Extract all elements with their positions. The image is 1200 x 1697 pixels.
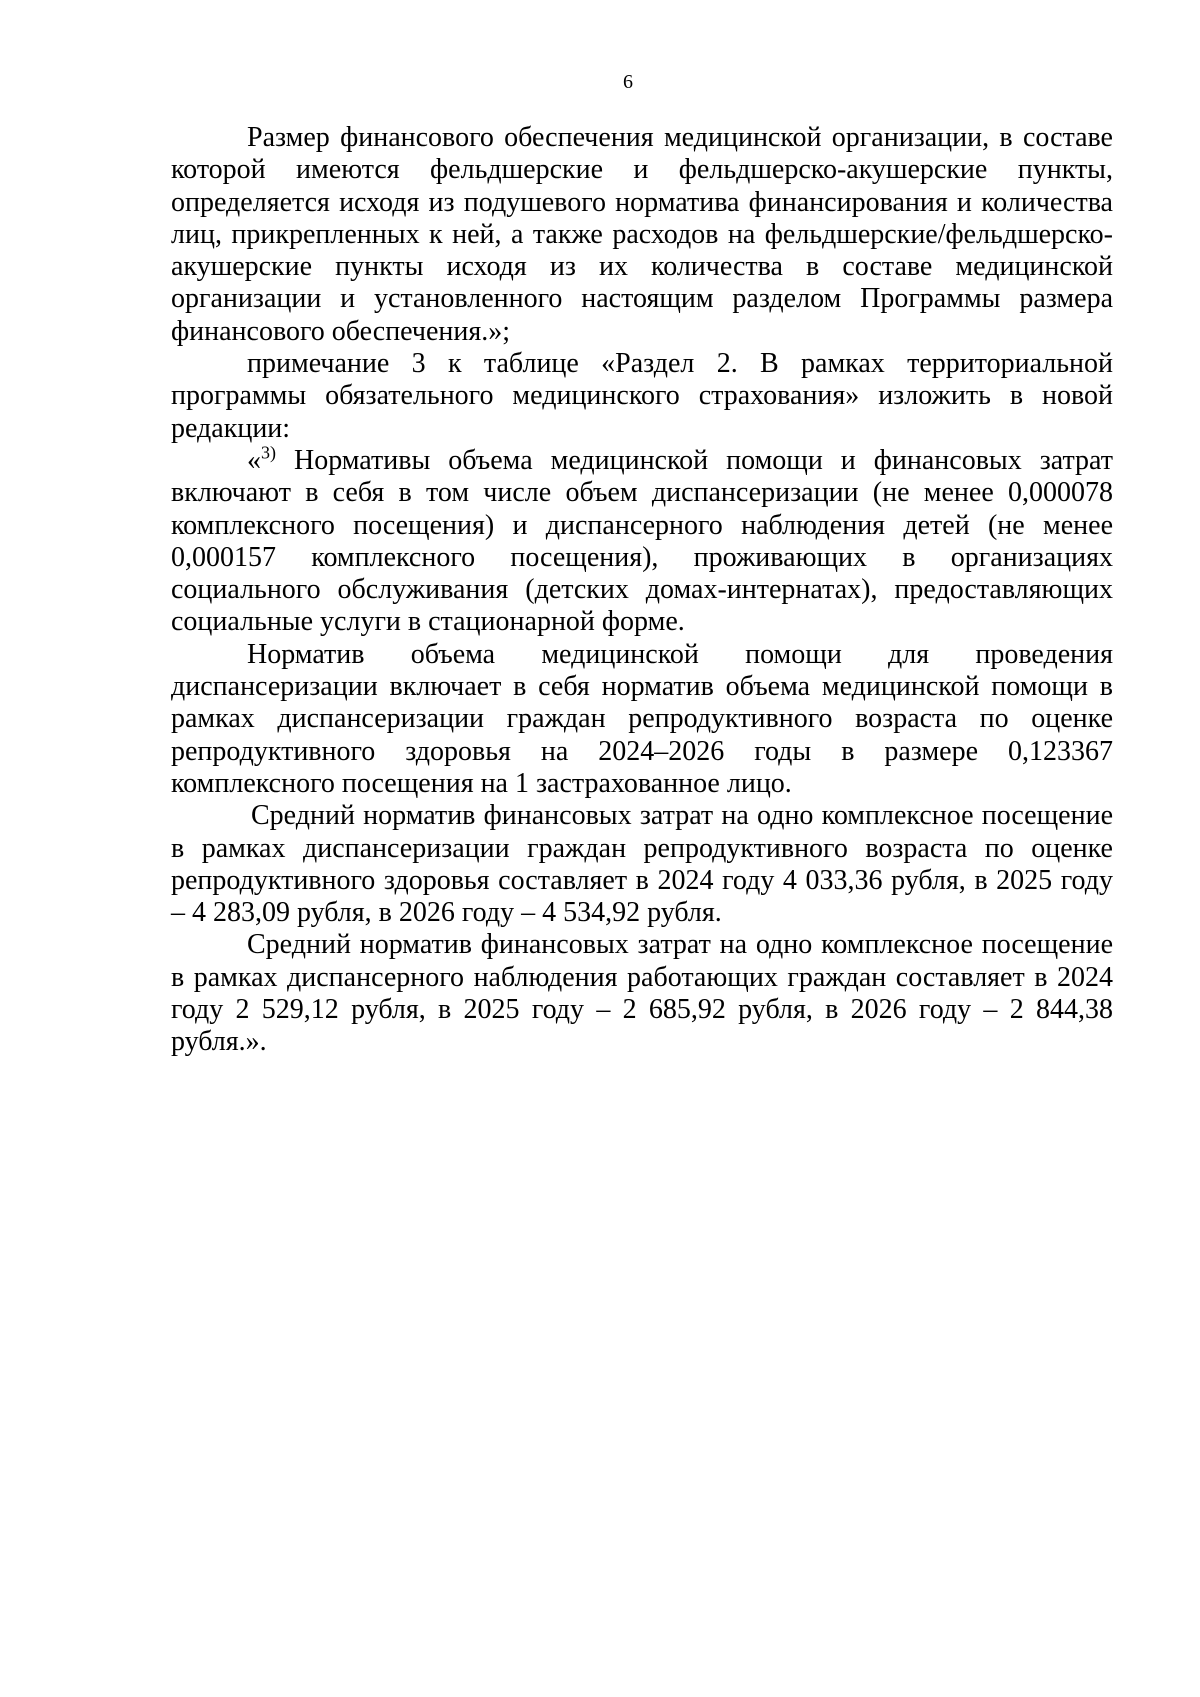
paragraph-reproductive-cost: Средний норматив финансовых затрат на одно комплексное посещение в рамках диспансеризации граждан репродуктивного возраста по оценке репродуктивного здоровья составляет в 2024 году 4 033,36 рубля, в 2025 году – 4 283,09 рубля, в 2026 году – 4 534,92 рубля. — [171, 800, 1113, 929]
paragraph-working-citizens-cost: Средний норматив финансовых затрат на одно комплексное посещение в рамках диспансерного наблюдения работающих граждан составляет в 2024 году 2 529,12 рубля, в 2025 году – 2 685,92 рубля, в 2026 году – 2 844,38 рубля.». — [171, 929, 1113, 1058]
paragraph-note-3-text — [171, 442, 1113, 639]
paragraph-note-3-amendment: примечание 3 к таблице «Раздел 2. В рамках территориальной программы обязательного медицинского страхования» изложить в новой редакции: — [171, 348, 1113, 444]
opening-quote: « — [247, 444, 261, 476]
note-3-body: Нормативы объема медицинской помощи и финансовых затрат включают в себя в том числе объем диспансеризации (не менее 0,000078 комплексного посещения) и диспансерного наблюдения детей (не менее 0,000157 комплексного посещения), проживающих в организациях социального обслуживания (детских домах-интернатах), предоставляющих социальные услуги в стационарной форме. — [171, 444, 1113, 638]
document-body — [171, 122, 1113, 1059]
paragraph-dispensary-norm: Норматив объема медицинской помощи для проведения диспансеризации включает в себя норматив объема медицинской помощи в рамках диспансеризации граждан репродуктивного возраста по оценке репродуктивного здоровья на 2024–2026 годы в размере 0,123367 комплексного посещения на 1 застрахованное лицо. — [171, 638, 1113, 799]
paragraph-financing-size: Размер финансового обеспечения медицинской организации, в составе которой имеются фельдшерские и фельдшерско-акушерские пункты, определяется исходя из подушевого норматива финансирования и количества лиц, прикрепленных к ней, а также расходов на фельдшерские/фельдшерско-акушерские пункты исходя из их количества в составе медицинской организации и установленного настоящим разделом Программы размера финансового обеспечения.»; — [171, 122, 1113, 347]
footnote-mark: 3) — [261, 442, 276, 463]
page-number: 6 — [623, 71, 633, 93]
